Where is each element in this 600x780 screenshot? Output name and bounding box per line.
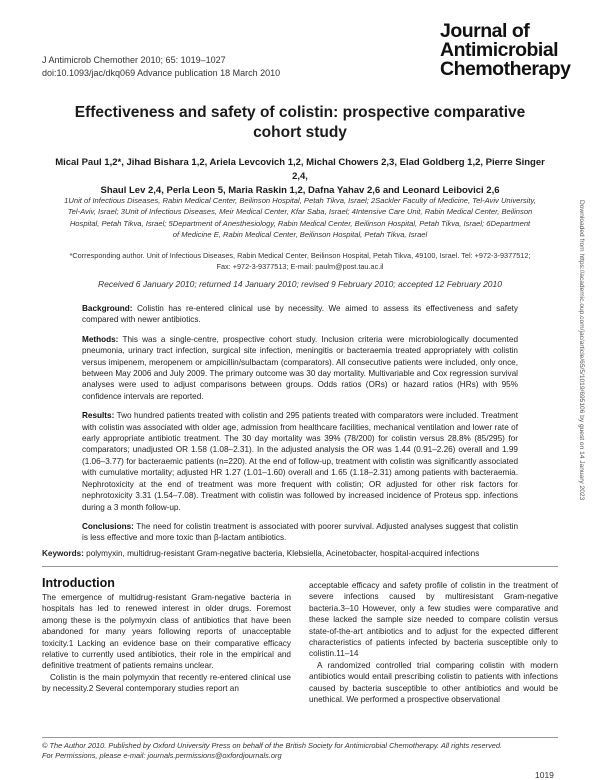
title-line-2: cohort study — [253, 124, 347, 141]
intro-paragraph-4: A randomized controlled trial comparing colistin with modern antibiotics would entail prescribing colistin to patients with infections caused by bacteria susceptible to other antibiotics and would be unethical. We performed a prospective observational — [309, 660, 558, 705]
conclusions-label: Conclusions: — [82, 521, 134, 531]
permissions-line: For Permissions, please e-mail: journals.permissions@oxfordjournals.org — [42, 751, 282, 760]
logo-line-2: Antimicrobial — [440, 39, 559, 61]
intro-paragraph-3: acceptable efficacy and safety profile of colistin in the treatment of severe infections caused by multiresistant Gram-negative bacteria.3–10 However, only a few studies were comparative and these lacked the sample size needed to compare colistin versus state-of-the-art antibiotics and to adjust for the expected different characteristics of patients infected by bacteria susceptible only to colistin.11–14 — [309, 581, 558, 659]
section-divider — [42, 566, 558, 567]
abstract-methods — [82, 334, 518, 402]
citation-line-1: J Antimicrob Chemother 2010; 65: 1019–1027 — [42, 55, 226, 65]
background-label: Background: — [82, 304, 133, 313]
abstract-results — [82, 410, 518, 513]
corresponding-line-1: *Corresponding author. Unit of Infectious Diseases, Rabin Medical Center, Beilinson Hospital, Petah Tikva, 49100, Israel. Tel: +972-3-9377512; — [69, 251, 531, 260]
affiliations-line-1: 1Unit of Infectious Diseases, Rabin Medical Center, Beilinson Hospital, Petah Tikva, Israel; 2Sackler Faculty of Medicine, Tel-Aviv University, — [64, 196, 536, 205]
intro-paragraph-2: Colistin is the main polymyxin that recently re-entered clinical use by necessity.2 Several contemporary studies report an — [42, 672, 291, 694]
download-watermark — [578, 200, 590, 570]
received-dates: Received 6 January 2010; returned 14 January 2010; revised 9 February 2010; accepted 12 February 2010 — [97, 279, 502, 289]
keywords-label: Keywords: — [42, 549, 84, 558]
authors-line-1: Mical Paul 1,2*, Jihad Bishara 1,2, Ariela Levcovich 1,2, Michal Chowers 2,3, Elad Goldberg 1,2, Pierre Singer 2,4, — [55, 157, 545, 182]
logo-line-3: Chemotherapy — [440, 58, 571, 80]
intro-paragraph-1: The emergence of multidrug-resistant Gram-negative bacteria in hospitals has led to renewed interest in older drugs. Foremost among these is the polymyxin class of antibiotics that have been abandoned for many years following reports of unacceptable toxicity.1 Lacking an evidence base on their comparative efficacy relative to currently used antibiotics, their role in the empirical and definitive treatment of patients remains unclear. — [42, 593, 291, 671]
copyright-footer — [42, 741, 558, 761]
journal-logo — [440, 22, 571, 79]
abstract — [82, 303, 518, 552]
page-number: 1019 — [535, 770, 554, 780]
logo-line-1: Journal of — [440, 20, 530, 42]
conclusions-text: The need for colistin treatment is associated with poorer survival. Adjusted analyses suggest that colistin is less effective and more toxic than β-lactam antibiotics. — [82, 521, 518, 543]
author-list — [50, 156, 550, 198]
results-text: Two hundred patients treated with colistin and 295 patients treated with comparators were included. Treatment with colistin was associated with older age, admission from healthcare facilities, mechanical ventilation and lower rate of early appropriate antibiotic treatment. The 30 day mortality was 39% (78/200) for colistin versus 28.8% (85/295) for comparators; unadjusted OR 1.58 (1.08–2.31). In the adjusted analysis the OR was 1.44 (0.91–2.26) overall and 1.99 (1.06–3.77) for bacteraemic patients (n=220). At the end of follow-up, treatment with colistin was significantly associated with cumulative mortality; adjusted HR 1.27 (1.01–1.60) overall and 1.65 (1.18–2.31) among patients with bacteraemia. Nephrotoxicity at the end of treatment was more frequent with colistin; OR adjusted for other risk factors for nephrotoxicity 3.31 (1.54–7.08). Treatment with colistin was followed by increased incidence of Proteus spp. infections during a 3 month follow-up. — [82, 411, 518, 512]
results-label: Results: — [82, 411, 115, 421]
introduction-heading: Introduction — [42, 576, 115, 590]
affiliations-line-4: of Medicine E, Rabin Medical Center, Beilinson Hospital, Petah Tikva, Israel — [172, 229, 428, 239]
keywords-text: polymyxin, multidrug-resistant Gram-negative bacteria, Klebsiella, Acinetobacter, hospital-acquired infections — [83, 549, 480, 558]
methods-text: This was a single-centre, prospective cohort study. Inclusion criteria were microbiologically documented pneumonia, urinary tract infection, surgical site infection, meningitis or bacteraemia treated appropriately with colistin versus imipenem, meropenem or ampicillin/sulbactam (comparators). All consecutive patients were included, only once, between May 2006 and July 2009. The primary outcome was 30 day mortality. Multivariable and Cox regression survival analyses were used to adjust comparisons between groups. Odds ratios (ORs) or hazard ratios (HRs) with 95% confidence intervals are reported. — [82, 334, 518, 401]
abstract-background — [82, 303, 518, 326]
affiliations — [42, 195, 558, 240]
methods-label: Methods: — [82, 334, 119, 344]
citation — [42, 54, 280, 80]
authors-line-2: Shaul Lev 2,4, Perla Leon 5, Maria Raskin 1,2, Dafna Yahav 2,6 and Leonard Leibovici 2,6 — [100, 185, 500, 196]
title-line-1: Effectiveness and safety of colistin: prospective comparative — [74, 104, 526, 121]
article-title — [60, 103, 540, 143]
corresponding-author — [42, 250, 558, 272]
abstract-conclusions — [82, 521, 518, 544]
body-column-right — [309, 580, 558, 705]
keywords — [42, 548, 558, 559]
background-text: Colistin has re-entered clinical use by necessity. We aimed to assess its effectiveness and safety compared with newer antibiotics. — [82, 304, 518, 325]
body-column-left — [42, 592, 291, 695]
footer-divider — [42, 737, 558, 738]
download-note: Downloaded from https://academic.oup.com/jac/article/65/5/1019/695106 by guest on 14 January 2023 — [578, 200, 585, 501]
corresponding-line-2: Fax: +972-3-9377513; E-mail: paulm@post.tau.ac.il — [216, 262, 384, 271]
affiliations-line-2: Tel-Aviv, Israel; 3Unit of Infectious Diseases, Meir Medical Center, Kfar Saba, Israel; 4Intensive Care Unit, Rabin Medical Center, Beilinson — [67, 207, 533, 217]
citation-doi: doi:10.1093/jac/dkq069 Advance publication 18 March 2010 — [42, 68, 281, 78]
affiliations-line-3: Hospital, Petah Tikva, Israel; 5Department of Anesthesiology, Rabin Medical Center, Beilinson Hospital, Petah Tikva, Israel; 6Department — [69, 218, 531, 228]
copyright-line: © The Author 2010. Published by Oxford University Press on behalf of the British Society for Antimicrobial Chemotherapy. All rights reserved. — [42, 741, 503, 750]
